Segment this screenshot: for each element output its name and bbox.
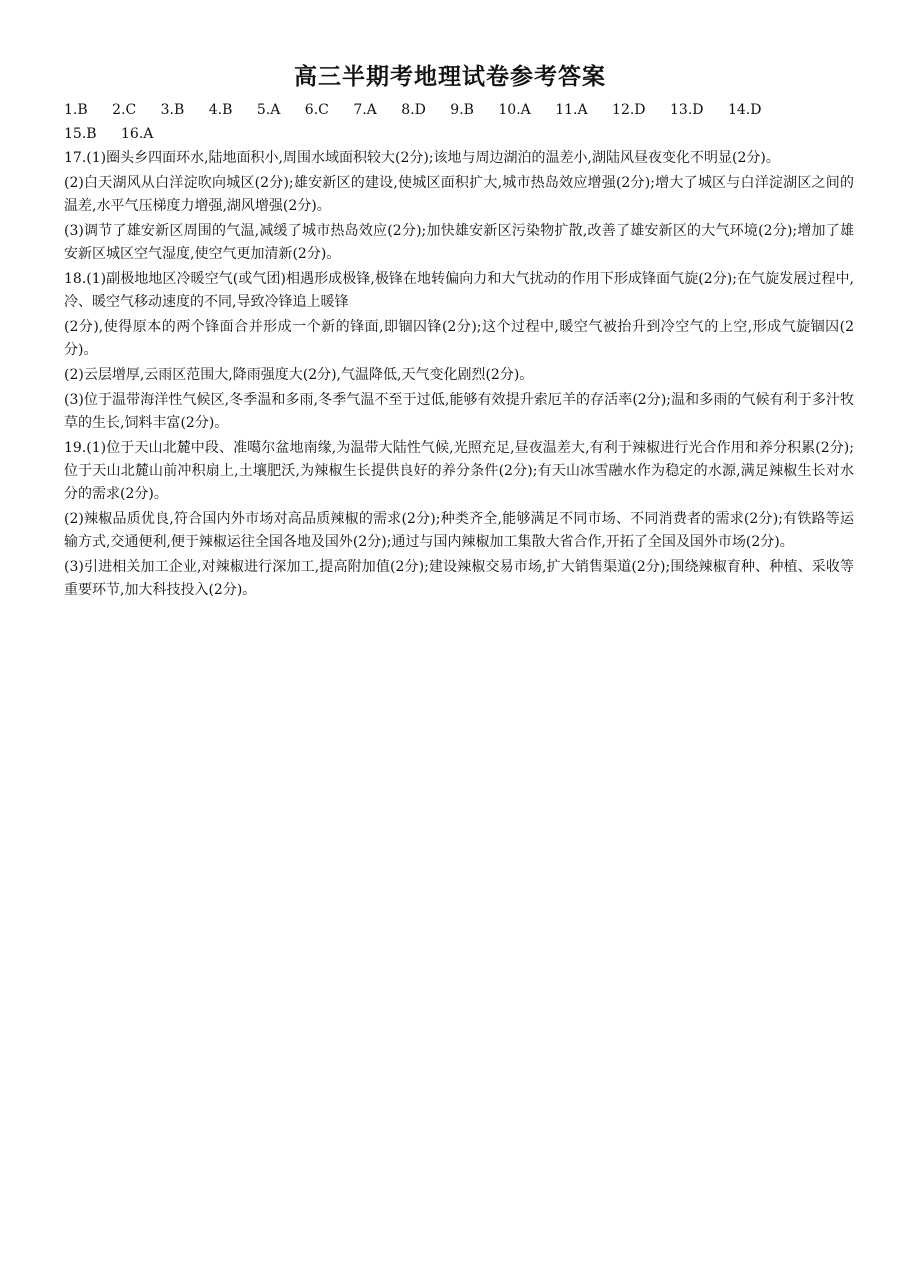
mcq-answer: 16.A (121, 126, 154, 142)
mcq-answer: 15.B (64, 126, 97, 142)
answer-paragraph: (3)位于温带海洋性气候区,冬季温和多雨,冬季气温不至于过低,能够有效提升索厄羊的存活率(2分);温和多雨的气候有利于多汁牧草的生长,饲料丰富(2分)。 (64, 392, 854, 431)
page-title: 高三半期考地理试卷参考答案 (294, 64, 606, 90)
mcq-answer: 7.A (353, 102, 377, 118)
answer-paragraph: (2)云层增厚,云雨区范围大,降雨强度大(2分),气温降低,天气变化剧烈(2分)。 (64, 367, 534, 383)
answer-paragraph: (2)白天湖风从白洋淀吹向城区(2分);雄安新区的建设,使城区面积扩大,城市热岛效应增强(2分);增大了城区与白洋淀湖区之间的温差,水平气压梯度力增强,湖风增强(2分)。 (64, 175, 854, 214)
mcq-answer: 10.A (498, 102, 531, 118)
mcq-answer: 5.A (256, 102, 281, 118)
mcq-answer: 4.B (208, 102, 233, 118)
mcq-answers-row-2 (64, 123, 854, 145)
mcq-answer: 8.D (401, 102, 426, 118)
answer-paragraph: 18.(1)副极地地区冷暖空气(或气团)相遇形成极锋,极锋在地转偏向力和大气扰动的作用下形成锋面气旋(2分);在气旋发展过程中,冷、暖空气移动速度的不同,导致冷锋追上暖锋 (64, 271, 854, 310)
mcq-answer: 13.D (670, 102, 704, 118)
answer-paragraph: (2分),使得原本的两个锋面合并形成一个新的锋面,即锢囚锋(2分);这个过程中,暖空气被抬升到冷空气的上空,形成气旋锢囚(2分)。 (64, 319, 854, 358)
answer-paragraph: (3)调节了雄安新区周围的气温,减缓了城市热岛效应(2分);加快雄安新区污染物扩散,改善了雄安新区的大气环境(2分);增加了雄安新区城区空气湿度,使空气更加清新(2分)。 (64, 223, 854, 262)
mcq-answer: 12.D (612, 102, 646, 118)
answer-paragraph: 17.(1)圈头乡四面环水,陆地面积小,周围水域面积较大(2分);该地与周边湖泊的温差小,湖陆风昼夜变化不明显(2分)。 (64, 150, 780, 166)
mcq-answer: 3.B (160, 102, 185, 118)
mcq-answer: 2.C (112, 102, 137, 118)
mcq-answer: 9.B (450, 102, 474, 118)
answer-paragraph: (2)辣椒品质优良,符合国内外市场对高品质辣椒的需求(2分);种类齐全,能够满足不同市场、不同消费者的需求(2分);有铁路等运输方式,交通便利,便于辣椒运往全国各地及国外(2分);通过与国内辣椒加工集散大省合作,开拓了全国及国外市场(2分)。 (64, 511, 854, 550)
mcq-answer: 14.D (727, 102, 762, 118)
mcq-answer: 1.B (64, 102, 88, 118)
answer-paragraph: (3)引进相关加工企业,对辣椒进行深加工,提高附加值(2分);建设辣椒交易市场,扩大销售渠道(2分);围绕辣椒育种、种植、采收等重要环节,加大科技投入(2分)。 (64, 559, 854, 598)
mcq-answer: 6.C (304, 102, 329, 118)
mcq-answer: 11.A (555, 102, 588, 118)
answer-body (64, 147, 854, 604)
mcq-answers-row-1 (64, 99, 854, 121)
answer-paragraph: 19.(1)位于天山北麓中段、准噶尔盆地南缘,为温带大陆性气候,光照充足,昼夜温差大,有利于辣椒进行光合作用和养分积累(2分);位于天山北麓山前冲积扇上,土壤肥沃,为辣椒生长提供良好的养分条件(2分);有天山冰雪融水作为稳定的水源,满足辣椒生长对水分的需求(2分)。 (64, 440, 854, 502)
